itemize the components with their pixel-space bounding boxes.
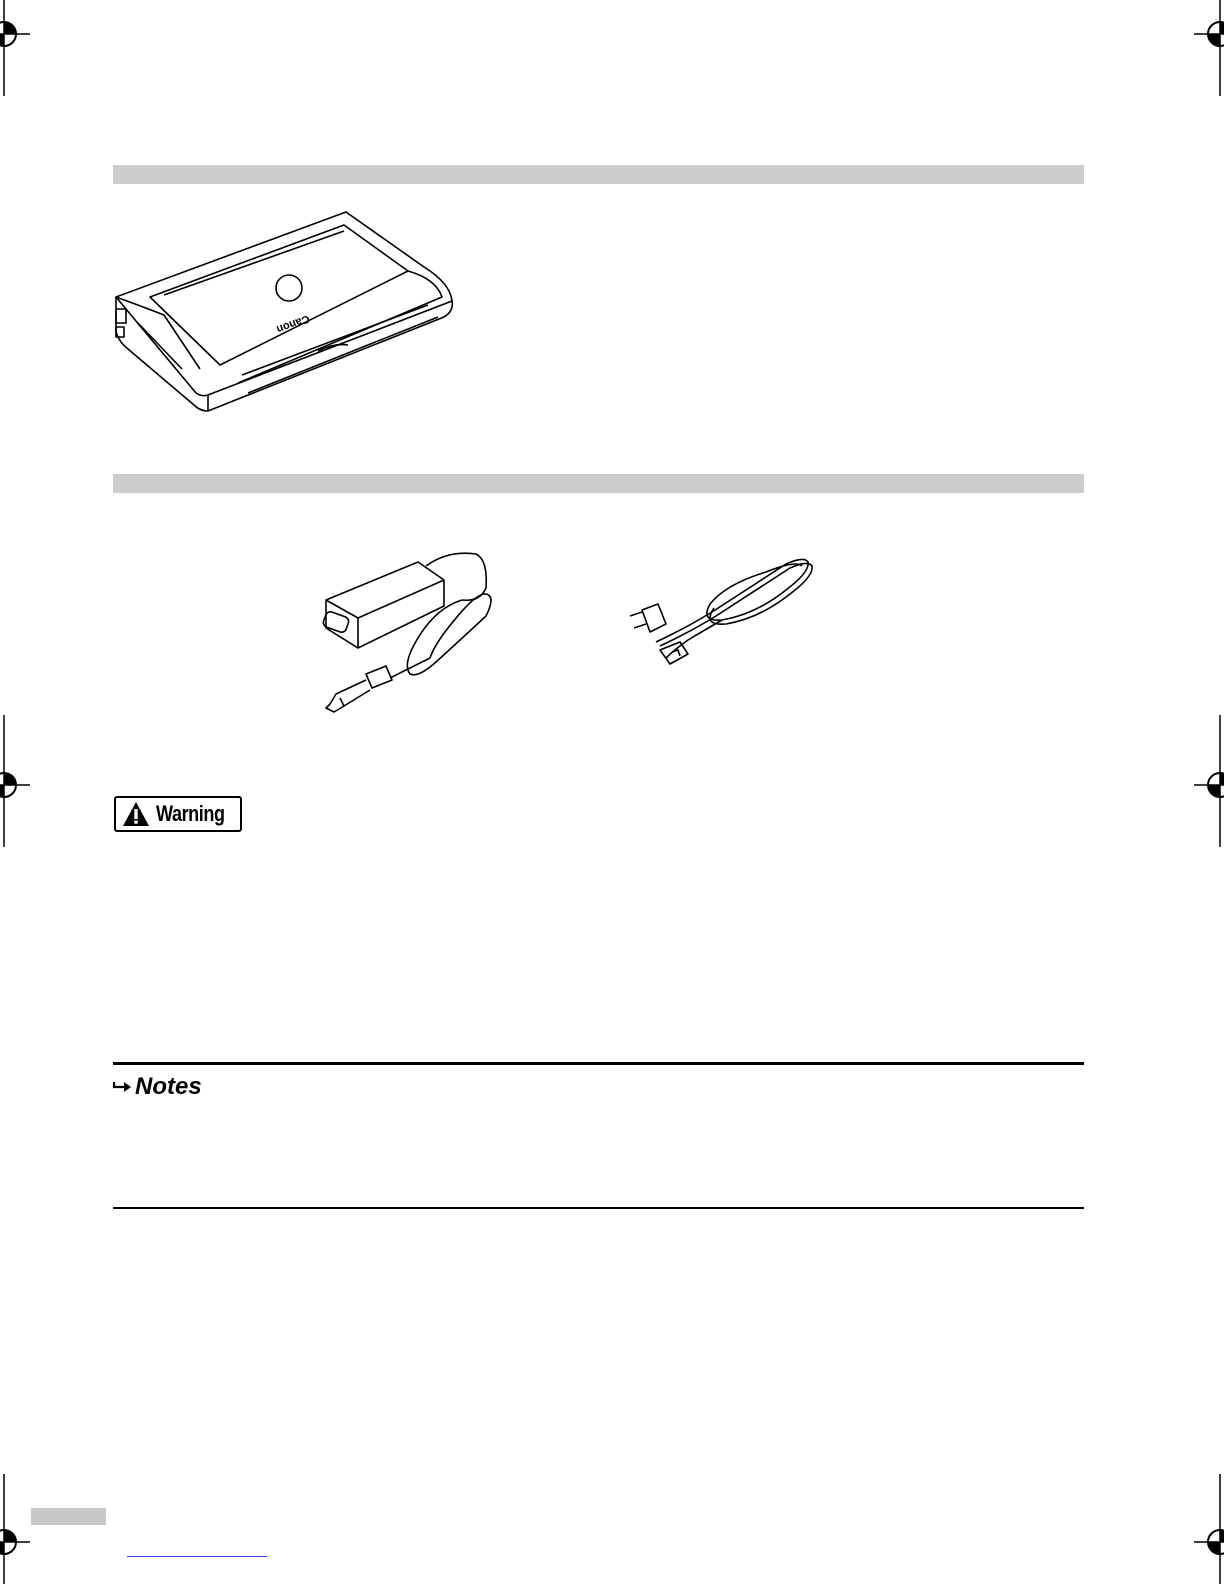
arrow-right-icon (113, 1079, 133, 1095)
warning-label: Warning (156, 801, 225, 826)
warning-triangle-icon (122, 801, 150, 827)
notes-top-rule (113, 1062, 1084, 1065)
ac-adapter-illustration (318, 548, 498, 718)
registration-mark-mid-left-icon (0, 715, 40, 850)
notes-bottom-rule (113, 1207, 1084, 1209)
warning-badge (114, 796, 242, 832)
registration-mark-bottom-right-icon (1184, 1474, 1224, 1584)
footer-rule (127, 1556, 267, 1557)
registration-mark-bottom-left-icon (0, 1474, 40, 1584)
printer-brand-mark: Canon (274, 312, 312, 336)
printer-power-button-icon (276, 275, 302, 301)
registration-mark-mid-right-icon (1184, 715, 1224, 850)
notes-label: Notes (135, 1073, 202, 1100)
printer-illustration (108, 205, 460, 420)
registration-mark-top-left-icon (0, 0, 40, 100)
section-header-bar-printer (113, 165, 1084, 184)
section-header-bar-power (113, 474, 1084, 493)
registration-mark-top-right-icon (1184, 0, 1224, 100)
power-cord-illustration (626, 548, 816, 674)
notes-heading (113, 1073, 202, 1101)
page-number-tab (31, 1508, 106, 1525)
